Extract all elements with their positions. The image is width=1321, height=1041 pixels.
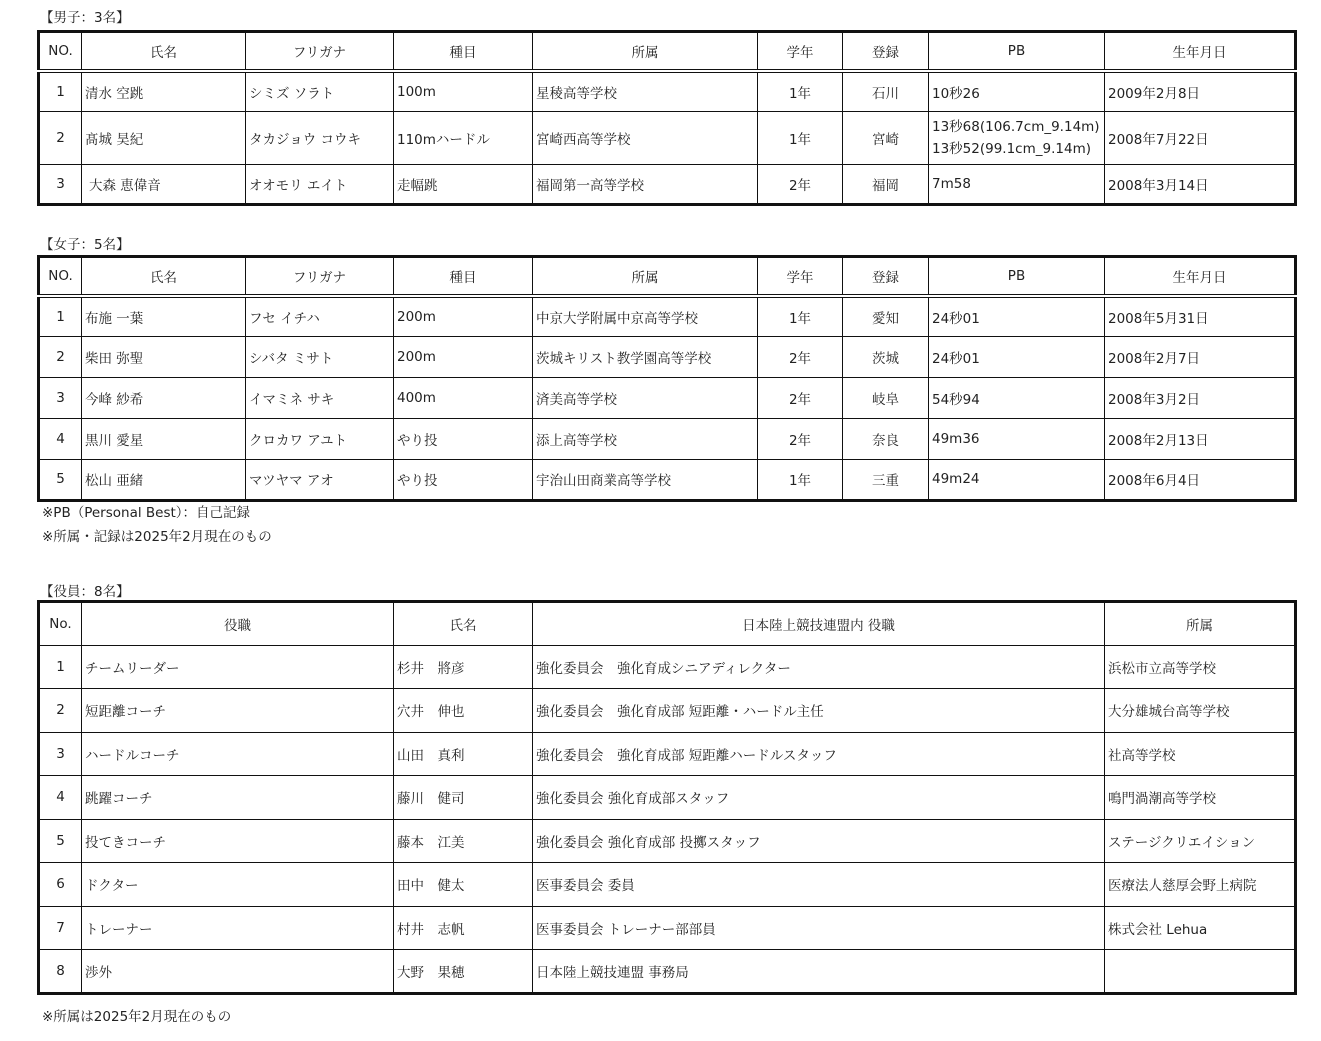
cell-dob: 2008年2月13日 bbox=[1105, 418, 1296, 459]
cell-kana: クロカワ アユト bbox=[246, 418, 394, 459]
cell-kana: フセ イチハ bbox=[246, 296, 394, 336]
cell-event: 200m bbox=[394, 296, 533, 336]
cell-jaaf-role: 強化委員会 強化育成部スタッフ bbox=[533, 776, 1105, 820]
cell-event: 走幅跳 bbox=[394, 164, 533, 204]
cell-name: 杉井 將彦 bbox=[394, 645, 533, 689]
cell-no: 1 bbox=[39, 71, 82, 111]
table-row bbox=[39, 819, 1296, 863]
cell-no: 4 bbox=[39, 418, 82, 459]
cell-no: 2 bbox=[39, 336, 82, 377]
cell-name: 松山 亜緒 bbox=[82, 459, 246, 500]
cell-name: 黒川 愛星 bbox=[82, 418, 246, 459]
cell-jaaf-role: 強化委員会 強化育成部 投擲スタッフ bbox=[533, 819, 1105, 863]
cell-grade: 1年 bbox=[758, 111, 843, 164]
col-header-jaaf-role: 日本陸上競技連盟内 役職 bbox=[533, 602, 1105, 646]
table-row bbox=[39, 906, 1296, 950]
col-header-grade: 学年 bbox=[758, 32, 843, 72]
table-row bbox=[39, 459, 1296, 500]
cell-role: トレーナー bbox=[82, 906, 394, 950]
cell-jaaf-role: 強化委員会 強化育成部 短距離・ハードル主任 bbox=[533, 689, 1105, 733]
cell-kana: イマミネ サキ bbox=[246, 377, 394, 418]
cell-pb: 24秒01 bbox=[929, 296, 1105, 336]
col-header-registration: 登録 bbox=[843, 257, 929, 297]
girls-header-row bbox=[39, 257, 1296, 297]
col-header-grade: 学年 bbox=[758, 257, 843, 297]
col-header-name: 氏名 bbox=[82, 32, 246, 72]
cell-pb: 10秒26 bbox=[929, 71, 1105, 111]
col-header-pb: PB bbox=[929, 257, 1105, 297]
table-row bbox=[39, 732, 1296, 776]
cell-role: チームリーダー bbox=[82, 645, 394, 689]
cell-kana: タカジョウ コウキ bbox=[246, 111, 394, 164]
cell-kana: シバタ ミサト bbox=[246, 336, 394, 377]
cell-no: 5 bbox=[39, 459, 82, 500]
table-row bbox=[39, 689, 1296, 733]
cell-no: 7 bbox=[39, 906, 82, 950]
officials-table bbox=[37, 600, 1297, 995]
cell-jaaf-role: 医事委員会 委員 bbox=[533, 863, 1105, 907]
cell-dob: 2008年2月7日 bbox=[1105, 336, 1296, 377]
cell-kana: シミズ ソラト bbox=[246, 71, 394, 111]
cell-jaaf-role: 強化委員会 強化育成シニアディレクター bbox=[533, 645, 1105, 689]
girls-section-title: 【女子：5名】 bbox=[40, 237, 130, 253]
cell-org: 鳴門渦潮高等学校 bbox=[1105, 776, 1296, 820]
cell-grade: 2年 bbox=[758, 418, 843, 459]
cell-no: 5 bbox=[39, 819, 82, 863]
cell-school: 宮崎西高等学校 bbox=[533, 111, 758, 164]
table-row bbox=[39, 377, 1296, 418]
cell-name: 藤本 江美 bbox=[394, 819, 533, 863]
cell-grade: 1年 bbox=[758, 459, 843, 500]
col-header-pb: PB bbox=[929, 32, 1105, 72]
cell-grade: 2年 bbox=[758, 164, 843, 204]
cell-pb: 54秒94 bbox=[929, 377, 1105, 418]
cell-org: ステージクリエイション bbox=[1105, 819, 1296, 863]
cell-name: 大森 恵偉音 bbox=[82, 164, 246, 204]
boys-section-title: 【男子：3名】 bbox=[40, 10, 130, 26]
col-header-registration: 登録 bbox=[843, 32, 929, 72]
table-row bbox=[39, 296, 1296, 336]
table-row bbox=[39, 111, 1296, 164]
table-row bbox=[39, 336, 1296, 377]
cell-name: 田中 健太 bbox=[394, 863, 533, 907]
cell-registration: 三重 bbox=[843, 459, 929, 500]
col-header-name: 氏名 bbox=[82, 257, 246, 297]
cell-registration: 奈良 bbox=[843, 418, 929, 459]
col-header-no: No. bbox=[39, 602, 82, 646]
col-header-no: NO. bbox=[39, 32, 82, 72]
col-header-school: 所属 bbox=[533, 257, 758, 297]
cell-no: 2 bbox=[39, 689, 82, 733]
boys-header-row bbox=[39, 32, 1296, 72]
cell-school: 星稜高等学校 bbox=[533, 71, 758, 111]
col-header-kana: フリガナ bbox=[246, 32, 394, 72]
cell-kana: オオモリ エイト bbox=[246, 164, 394, 204]
col-header-event: 種目 bbox=[394, 32, 533, 72]
table-row bbox=[39, 863, 1296, 907]
cell-role: ハードルコーチ bbox=[82, 732, 394, 776]
cell-event: 100m bbox=[394, 71, 533, 111]
cell-pb: 49m36 bbox=[929, 418, 1105, 459]
cell-role: 渉外 bbox=[82, 950, 394, 994]
col-header-dob: 生年月日 bbox=[1105, 32, 1296, 72]
cell-event: 400m bbox=[394, 377, 533, 418]
cell-org: 大分雄城台高等学校 bbox=[1105, 689, 1296, 733]
cell-school: 福岡第一高等学校 bbox=[533, 164, 758, 204]
boys-table bbox=[37, 30, 1297, 206]
officials-as-of-note: ※所属は2025年2月現在のもの bbox=[42, 1009, 232, 1025]
cell-role: ドクター bbox=[82, 863, 394, 907]
cell-name: 柴田 弥聖 bbox=[82, 336, 246, 377]
cell-name: 藤川 健司 bbox=[394, 776, 533, 820]
cell-name: 髙城 昊紀 bbox=[82, 111, 246, 164]
officials-header-row bbox=[39, 602, 1296, 646]
cell-dob: 2008年6月4日 bbox=[1105, 459, 1296, 500]
cell-no: 3 bbox=[39, 377, 82, 418]
cell-no: 1 bbox=[39, 645, 82, 689]
cell-dob: 2008年5月31日 bbox=[1105, 296, 1296, 336]
cell-dob: 2008年3月2日 bbox=[1105, 377, 1296, 418]
girls-table bbox=[37, 255, 1297, 502]
cell-no: 2 bbox=[39, 111, 82, 164]
cell-registration: 石川 bbox=[843, 71, 929, 111]
cell-registration: 岐阜 bbox=[843, 377, 929, 418]
cell-kana: マツヤマ アオ bbox=[246, 459, 394, 500]
cell-grade: 2年 bbox=[758, 336, 843, 377]
cell-name: 穴井 伸也 bbox=[394, 689, 533, 733]
pb-line-2: 13秒52(99.1cm_9.14m) bbox=[932, 140, 1091, 157]
cell-role: 投てきコーチ bbox=[82, 819, 394, 863]
cell-role: 跳躍コーチ bbox=[82, 776, 394, 820]
cell-grade: 1年 bbox=[758, 296, 843, 336]
cell-no: 4 bbox=[39, 776, 82, 820]
col-header-school: 所属 bbox=[533, 32, 758, 72]
cell-registration: 福岡 bbox=[843, 164, 929, 204]
cell-name: 布施 一葉 bbox=[82, 296, 246, 336]
cell-event: 200m bbox=[394, 336, 533, 377]
cell-name: 村井 志帆 bbox=[394, 906, 533, 950]
cell-grade: 2年 bbox=[758, 377, 843, 418]
cell-school: 茨城キリスト教学園高等学校 bbox=[533, 336, 758, 377]
cell-jaaf-role: 日本陸上競技連盟 事務局 bbox=[533, 950, 1105, 994]
cell-event: 110mハードル bbox=[394, 111, 533, 164]
table-row bbox=[39, 164, 1296, 204]
cell-org: 浜松市立高等学校 bbox=[1105, 645, 1296, 689]
cell-no: 8 bbox=[39, 950, 82, 994]
cell-event: やり投 bbox=[394, 418, 533, 459]
table-row bbox=[39, 950, 1296, 994]
cell-dob: 2008年3月14日 bbox=[1105, 164, 1296, 204]
table-row bbox=[39, 776, 1296, 820]
cell-registration: 茨城 bbox=[843, 336, 929, 377]
cell-org: 社高等学校 bbox=[1105, 732, 1296, 776]
cell-org bbox=[1105, 950, 1296, 994]
col-header-role: 役職 bbox=[82, 602, 394, 646]
cell-grade: 1年 bbox=[758, 71, 843, 111]
officials-section-title: 【役員：8名】 bbox=[40, 584, 130, 600]
pb-line-1: 13秒68(106.7cm_9.14m) bbox=[932, 118, 1100, 135]
cell-no: 6 bbox=[39, 863, 82, 907]
table-row bbox=[39, 418, 1296, 459]
cell-name: 今峰 紗希 bbox=[82, 377, 246, 418]
col-header-event: 種目 bbox=[394, 257, 533, 297]
cell-pb: 7m58 bbox=[929, 164, 1105, 204]
cell-pb bbox=[929, 111, 1105, 164]
cell-no: 1 bbox=[39, 296, 82, 336]
cell-jaaf-role: 強化委員会 強化育成部 短距離ハードルスタッフ bbox=[533, 732, 1105, 776]
cell-name: 大野 果穂 bbox=[394, 950, 533, 994]
cell-pb: 24秒01 bbox=[929, 336, 1105, 377]
cell-org: 医療法人慈厚会野上病院 bbox=[1105, 863, 1296, 907]
cell-org: 株式会社 Lehua bbox=[1105, 906, 1296, 950]
cell-name: 清水 空跳 bbox=[82, 71, 246, 111]
table-row bbox=[39, 71, 1296, 111]
pb-note: ※PB（Personal Best）：自己記録 bbox=[42, 505, 251, 521]
cell-dob: 2008年7月22日 bbox=[1105, 111, 1296, 164]
col-header-kana: フリガナ bbox=[246, 257, 394, 297]
col-header-org: 所属 bbox=[1105, 602, 1296, 646]
cell-event: やり投 bbox=[394, 459, 533, 500]
as-of-note: ※所属・記録は2025年2月現在のもの bbox=[42, 529, 272, 545]
cell-name: 山田 真利 bbox=[394, 732, 533, 776]
cell-registration: 宮崎 bbox=[843, 111, 929, 164]
cell-jaaf-role: 医事委員会 トレーナー部部員 bbox=[533, 906, 1105, 950]
cell-no: 3 bbox=[39, 164, 82, 204]
col-header-name: 氏名 bbox=[394, 602, 533, 646]
cell-school: 添上高等学校 bbox=[533, 418, 758, 459]
cell-school: 済美高等学校 bbox=[533, 377, 758, 418]
cell-dob: 2009年2月8日 bbox=[1105, 71, 1296, 111]
cell-school: 中京大学附属中京高等学校 bbox=[533, 296, 758, 336]
cell-pb: 49m24 bbox=[929, 459, 1105, 500]
cell-no: 3 bbox=[39, 732, 82, 776]
cell-school: 宇治山田商業高等学校 bbox=[533, 459, 758, 500]
cell-role: 短距離コーチ bbox=[82, 689, 394, 733]
col-header-dob: 生年月日 bbox=[1105, 257, 1296, 297]
table-row bbox=[39, 645, 1296, 689]
cell-registration: 愛知 bbox=[843, 296, 929, 336]
col-header-no: NO. bbox=[39, 257, 82, 297]
